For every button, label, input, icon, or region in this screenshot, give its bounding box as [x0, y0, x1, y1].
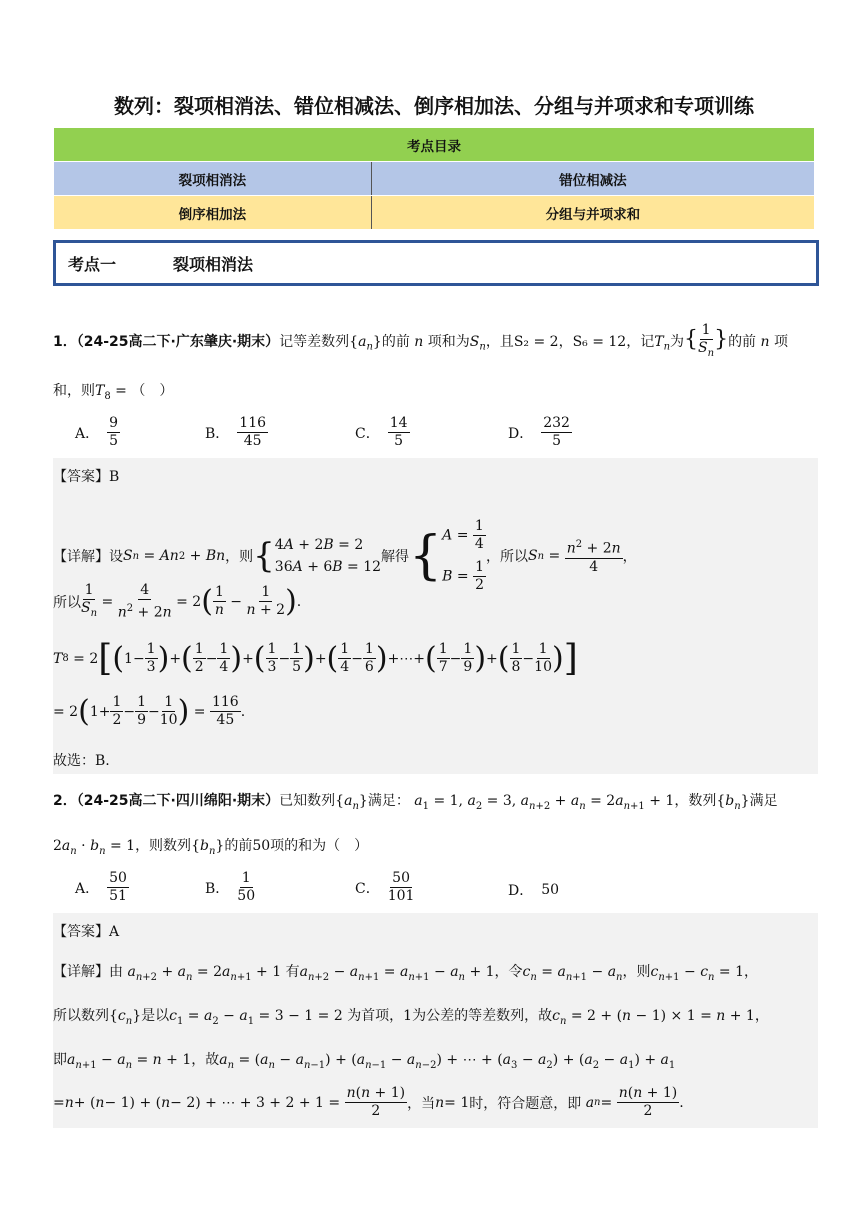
q2-source: （24-25高二下·四川绵阳·期末）: [76, 793, 280, 809]
section-name: 裂项相消法: [173, 255, 254, 274]
q2-option-c[interactable]: C． $\frac{50}{101}$: [355, 870, 415, 904]
q2-detail-1: 【详解】由 $a_{n+2} + a_n = 2a_{n+1} + 1$ 有$a_{n+2} - a_{n+1} = a_{n+1} - a_n + 1$，令$c_n = a_{n+1} - a_n$，则$c_{n+1} - c_n = 1$，: [53, 964, 759, 983]
q1-detail-4: = 2 ( 1+ $\frac{1}{2}$ − $\frac{1}{9}$ − $\frac{1}{10}$ ) = $\frac{116}{45}$ .: [53, 694, 246, 729]
section-box: [53, 240, 819, 286]
page-title: 数列：裂项相消法、错位相减法、倒序相加法、分组与并项求和专项训练: [114, 94, 754, 118]
toc-item-1[interactable]: 裂项相消法: [54, 162, 372, 196]
q2-answer-box: [53, 913, 818, 1128]
q2-answer: 【答案】A: [53, 924, 120, 940]
q2-option-a[interactable]: A． $\frac{50}{51}$: [75, 870, 127, 904]
q1-answer-box: [53, 458, 818, 774]
q1-answer: 【答案】B: [53, 469, 120, 485]
toc-item-2[interactable]: 错位相减法: [371, 162, 814, 196]
q2-detail-3: 即$a_{n+1} - a_n = n + 1$，故$a_n = (a_n - a_{n-1}) + (a_{n-1} - a_{n-2})$ + ⋯ + $(a_3 - a_2) + (a_2 - a_1) + a_1$: [53, 1052, 676, 1071]
q1-stem-line2: 和，则$T_8$ = （ ）: [53, 383, 174, 402]
toc-item-4[interactable]: 分组与并项求和: [371, 196, 814, 230]
q2-detail-4: = n + ( n − 1) + ( n − 2) + ⋯ + 3 + 2 + 1 = $\frac{n(n + 1)}{2}$ ，当 n = 1 时，符合题意，即 a n = $\frac{n(n + 1)}{2}$ .: [53, 1085, 684, 1119]
q2-number: 2．: [53, 793, 77, 809]
q2-stem: 2．（24-25高二下·四川绵阳·期末）已知数列$\{a_n\}$满足： $a_1 = 1$, $a_2 = 3$, $a_{n+2} + a_n = 2a_{n+1} + 1$，数列$\{b_n\}$满足: [53, 793, 778, 812]
q1-detail-3: T 8 = 2 [ ( 1− $\frac{1}{3}$ ) + ( $\frac{1}{2}$ − $\frac{1}{4}$ ) + ( $\frac{1}{3}$ − $\frac{1}{5}$ ) + ( $\frac{1}{4}$ − $\frac{1}{6}$ ) +⋯+ ( $\frac{1}{7}$ − $\frac{1}{9}$ ) + ( $\frac{1}{8}$ − $\frac{1}{10}$ ) ]: [53, 638, 578, 679]
q1-option-a[interactable]: A． $\frac{9}{5}$: [75, 415, 119, 449]
q2-option-d[interactable]: D． 50: [508, 882, 560, 899]
q1-final: 故选：B.: [53, 753, 110, 769]
q1-option-c[interactable]: C． $\frac{14}{5}$: [355, 415, 408, 449]
q1-stem: 1．（24-25高二下·广东肇庆·期末）记等差数列$\{a_n\}$的前 n 项和为$S_n$，且S₂ = 2，S₆ = 12，记$T_n$为{ $\frac{1}{S_n}$ }的前 n 项: [53, 322, 788, 359]
toc-header: 考点目录: [54, 128, 815, 162]
q1-detail-2: 所以 $\frac{1}{S_n}$ = $\frac{4}{n^2 + 2n}$ = 2 ( $\frac{1}{n}$ − $\frac{1}{n + 2}$ ) .: [53, 582, 302, 621]
q2-option-b[interactable]: B． $\frac{1}{50}$: [205, 870, 256, 904]
q2-stem-line2: $2a_n \cdot b_n = 1$，则数列$\{b_n\}$的前50项的和为（ ）: [53, 838, 369, 857]
toc-item-3[interactable]: 倒序相加法: [54, 196, 372, 230]
q1-option-d[interactable]: D． $\frac{232}{5}$: [508, 415, 570, 449]
q1-source: （24-25高二下·广东肇庆·期末）: [76, 333, 280, 350]
section-label: 考点一: [68, 255, 117, 274]
q1-detail-1: 【详解】设 S n = An 2 + Bn ，则 { 4A + 2B = 2 36A + 6B = 12 解得 { A = $\frac{1}{4}$ B = $\frac{1}{2}$ ，所以 S n = $\frac{n^2 + 2n}{4}$ ，: [53, 518, 637, 593]
q1-number: 1．: [53, 333, 77, 350]
toc-table: [53, 127, 815, 230]
q1-option-b[interactable]: B． $\frac{116}{45}$: [205, 415, 267, 449]
q2-detail-2: 所以数列$\{c_n\}$是以$c_1 = a_2 - a_1 = 3 - 1 = 2$ 为首项，1为公差的等差数列，故$c_n = 2 + (n - 1) \times 1 = n + 1$，: [53, 1008, 769, 1027]
